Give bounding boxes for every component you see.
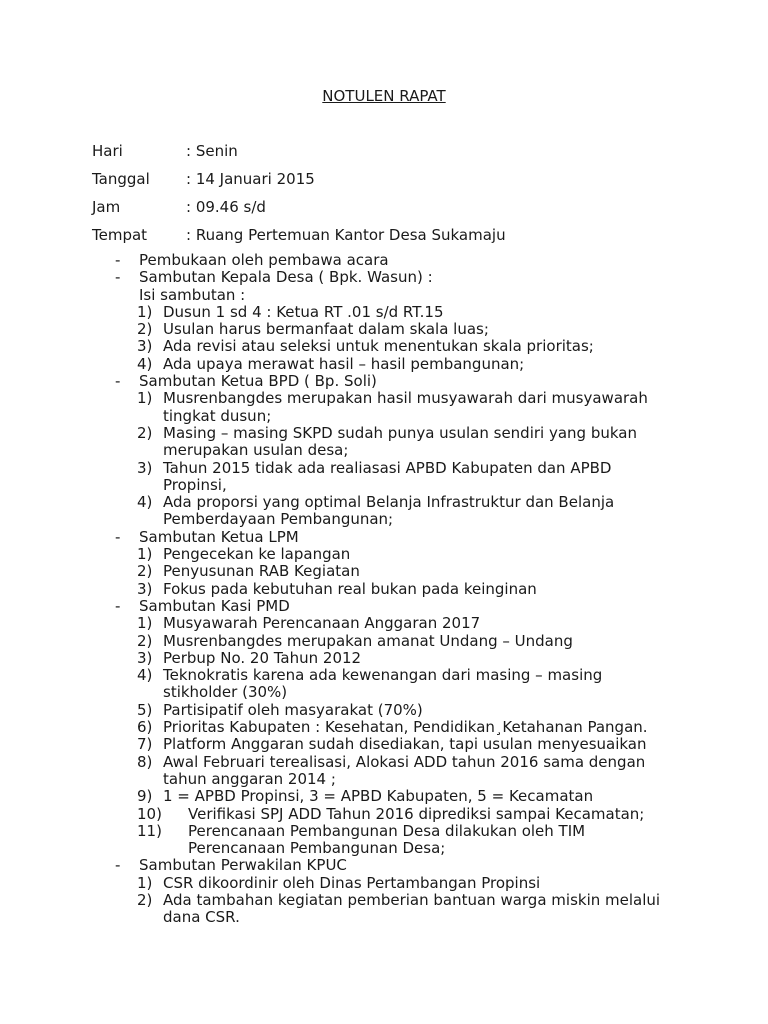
- item-number: 10): [137, 804, 162, 823]
- item-number: 3): [137, 648, 153, 667]
- item-number: 3): [137, 458, 153, 477]
- item-text: Musrenbangdes merupakan amanat Undang – Undang: [163, 631, 573, 650]
- list-item: [115, 390, 675, 425]
- item-text: Penyusunan RAB Kegiatan: [163, 562, 360, 581]
- section-heading: Sambutan Ketua BPD ( Bp. Soli): [139, 372, 377, 391]
- section-heading: Pembukaan oleh pembawa acara: [139, 251, 389, 269]
- item-number: 1): [137, 389, 153, 408]
- list-item: [115, 823, 675, 858]
- agenda-section: [115, 529, 675, 546]
- item-text: Musyawarah Perencanaan Anggaran 2017: [163, 614, 481, 633]
- meeting-notes-list: [115, 252, 675, 927]
- item-text: Partisipatif oleh masyarakat (70%): [163, 700, 423, 719]
- item-number: 2): [137, 423, 153, 442]
- info-label: Jam: [92, 198, 121, 216]
- item-text: Prioritas Kabupaten : Kesehatan, Pendidikan¸Ketahanan Pangan.: [163, 718, 648, 737]
- dash-bullet: -: [115, 856, 121, 875]
- item-text: Ada proporsi yang optimal Belanja Infrastruktur dan Belanja Pemberdayaan Pembangunan;: [163, 493, 615, 529]
- agenda-section: [115, 598, 675, 615]
- item-text: Fokus pada kebutuhan real bukan pada keinginan: [163, 579, 537, 598]
- item-text: Platform Anggaran sudah disediakan, tapi usulan menyesuaikan: [163, 735, 647, 754]
- item-number: 5): [137, 700, 153, 719]
- item-text: Tahun 2015 tidak ada realiasasi APBD Kabupaten dan APBD Propinsi,: [163, 458, 612, 494]
- item-number: 2): [137, 562, 153, 581]
- list-item: [115, 892, 675, 927]
- item-number: 11): [137, 821, 162, 840]
- info-label: Hari: [92, 142, 123, 160]
- agenda-section: [115, 252, 675, 269]
- list-item: [115, 719, 675, 736]
- list-item: [115, 321, 675, 338]
- document-title: NOTULEN RAPAT: [322, 87, 446, 105]
- list-item: [115, 615, 675, 632]
- item-text: Dusun 1 sd 4 : Ketua RT .01 s/d RT.15: [163, 302, 444, 321]
- item-number: 8): [137, 752, 153, 771]
- item-text: Perencanaan Pembangunan Desa dilakukan oleh TIM Perencanaan Pembangunan Desa;: [188, 821, 586, 858]
- info-value: : Ruang Pertemuan Kantor Desa Sukamaju: [186, 226, 506, 244]
- dash-bullet: -: [115, 527, 121, 546]
- list-item: [115, 650, 675, 667]
- list-item: [115, 494, 675, 529]
- item-number: 6): [137, 718, 153, 737]
- item-text: 1 = APBD Propinsi, 3 = APBD Kabupaten, 5 = Kecamatan: [163, 787, 594, 806]
- item-number: 1): [137, 545, 153, 564]
- agenda-section: [115, 857, 675, 874]
- section-heading: Sambutan Kepala Desa ( Bpk. Wasun) :: [139, 268, 433, 287]
- item-text: Ada revisi atau seleksi untuk menentukan skala prioritas;: [163, 337, 594, 356]
- item-number: 2): [137, 631, 153, 650]
- item-text: Ada upaya merawat hasil – hasil pembangunan;: [163, 354, 525, 373]
- item-text: Perbup No. 20 Tahun 2012: [163, 648, 362, 667]
- item-number: 4): [137, 354, 153, 373]
- list-item: [115, 806, 675, 823]
- list-item: [115, 304, 675, 321]
- item-number: 4): [137, 493, 153, 512]
- info-label: Tanggal: [92, 170, 150, 188]
- dash-bullet: -: [115, 251, 121, 269]
- item-number: 7): [137, 735, 153, 754]
- list-item: [115, 754, 675, 789]
- item-number: 2): [137, 320, 153, 339]
- item-text: Verifikasi SPJ ADD Tahun 2016 diprediksi sampai Kecamatan;: [188, 804, 645, 823]
- list-item: [115, 667, 675, 702]
- item-number: 3): [137, 579, 153, 598]
- item-number: 4): [137, 666, 153, 685]
- item-text: Usulan harus bermanfaat dalam skala luas;: [163, 320, 489, 339]
- list-item: [115, 788, 675, 805]
- dash-bullet: -: [115, 372, 121, 391]
- item-text: Ada tambahan kegiatan pemberian bantuan warga miskin melalui dana CSR.: [163, 890, 661, 927]
- info-value: : 09.46 s/d: [186, 198, 266, 216]
- list-item: [115, 581, 675, 598]
- item-text: CSR dikoordinir oleh Dinas Pertambangan Propinsi: [163, 873, 541, 892]
- dash-bullet: -: [115, 268, 121, 287]
- info-value: : Senin: [186, 142, 238, 160]
- list-item: [115, 356, 675, 373]
- item-text: Pengecekan ke lapangan: [163, 545, 351, 564]
- list-item: [115, 546, 675, 563]
- item-number: 1): [137, 873, 153, 892]
- list-item: [115, 563, 675, 580]
- section-heading: Sambutan Perwakilan KPUC: [139, 856, 347, 875]
- list-item: [115, 425, 675, 460]
- item-text: Awal Februari terealisasi, Alokasi ADD tahun 2016 sama dengan tahun anggaran 2014 ;: [163, 752, 646, 788]
- list-item: [115, 736, 675, 753]
- info-value: : 14 Januari 2015: [186, 170, 315, 188]
- section-heading: Sambutan Kasi PMD: [139, 596, 290, 615]
- dash-bullet: -: [115, 596, 121, 615]
- item-text: Masing – masing SKPD sudah punya usulan sendiri yang bukan merupakan usulan desa;: [163, 423, 637, 460]
- item-number: 3): [137, 337, 153, 356]
- item-number: 2): [137, 890, 153, 909]
- item-number: 1): [137, 614, 153, 633]
- list-item: [115, 875, 675, 892]
- item-number: 9): [137, 787, 153, 806]
- section-intro: Isi sambutan :: [139, 285, 246, 304]
- info-label: Tempat: [92, 226, 148, 244]
- item-text: Teknokratis karena ada kewenangan dari masing – masing stikholder (30%): [163, 666, 603, 702]
- section-heading: Sambutan Ketua LPM: [139, 527, 299, 546]
- agenda-section: [115, 373, 675, 390]
- list-item: [115, 702, 675, 719]
- list-item: [115, 338, 675, 355]
- item-number: 1): [137, 302, 153, 321]
- list-item: [115, 460, 675, 495]
- item-text: Musrenbangdes merupakan hasil musyawarah dari musyawarah tingkat dusun;: [163, 389, 648, 425]
- agenda-section: [115, 269, 675, 286]
- list-item: [115, 633, 675, 650]
